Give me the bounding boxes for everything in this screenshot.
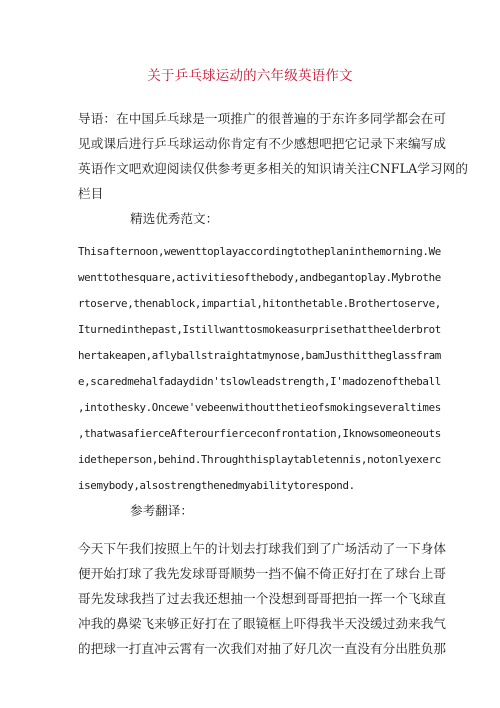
- essay-line: rtoserve,thenablock,impartial,hitonthetable.Brothertoserve,: [78, 297, 441, 310]
- document-title: 关于乒乓球运动的六年级英语作文: [147, 68, 353, 84]
- essay-line: Iturnedinthepast,Istillwanttosmokeasurprisethattheelderbrot: [78, 323, 441, 336]
- essay-line: ,intothesky.Oncewe'vebeenwithoutthetieofsmokingseveraltimes: [78, 401, 441, 414]
- sample-essay-label: 精选优秀范文：: [130, 211, 219, 226]
- essay-line: isemybody,alsostrengthenedmyabilitytorespond.: [78, 479, 355, 492]
- translation-line: 冲我的鼻梁飞来够正好打在了眼镜框上吓得我半天没缓过劲来我气: [78, 616, 447, 631]
- essay-line: e,scaredmehalfadaydidn'tslowleadstrength,I'madozenoftheball: [78, 375, 441, 388]
- translation-line: 便开始打球了我先发球哥哥顺势一挡不偏不倚正好打在了球台上哥: [78, 566, 447, 581]
- translation-line: 今天下午我们按照上午的计划去打球我们到了广场活动了一下身体: [78, 541, 447, 556]
- essay-line: idetheperson,behind.Throughthisplaytabletennis,notonlyexerc: [78, 453, 441, 466]
- essay-line: hertakeapen,aflyballstraightatmynose,bamJusthittheglassfram: [78, 349, 441, 362]
- essay-line: Thisafternoon,wewenttoplayaccordingtotheplaninthemorning.We: [78, 245, 441, 258]
- intro-line: 英语作文吧欢迎阅读仅供参考更多相关的知识请关注CNFLA学习网的: [78, 161, 469, 176]
- essay-line: ,thatwasafierceAfterourfierceconfrontation,Iknowsomeoneouts: [78, 427, 441, 440]
- intro-line: 见或课后进行乒乓球运动你肯定有不少感想吧把它记录下来编写成: [78, 136, 447, 151]
- intro-line: 导语：在中国乒乓球是一项推广的很普遍的于东许多同学都会在可: [78, 111, 447, 126]
- translation-line: 哥先发球我挡了过去我还想抽一个没想到哥哥把拍一挥一个飞球直: [78, 591, 447, 606]
- essay-line: wenttothesquare,activitiesofthebody,andbegantoplay.Mybrothe: [78, 271, 441, 284]
- translation-label: 参考翻译：: [130, 503, 193, 518]
- translation-line: 的把球一打直冲云霄有一次我们对抽了好几次一直没有分出胜负那: [78, 641, 447, 656]
- intro-line: 栏目: [78, 186, 104, 201]
